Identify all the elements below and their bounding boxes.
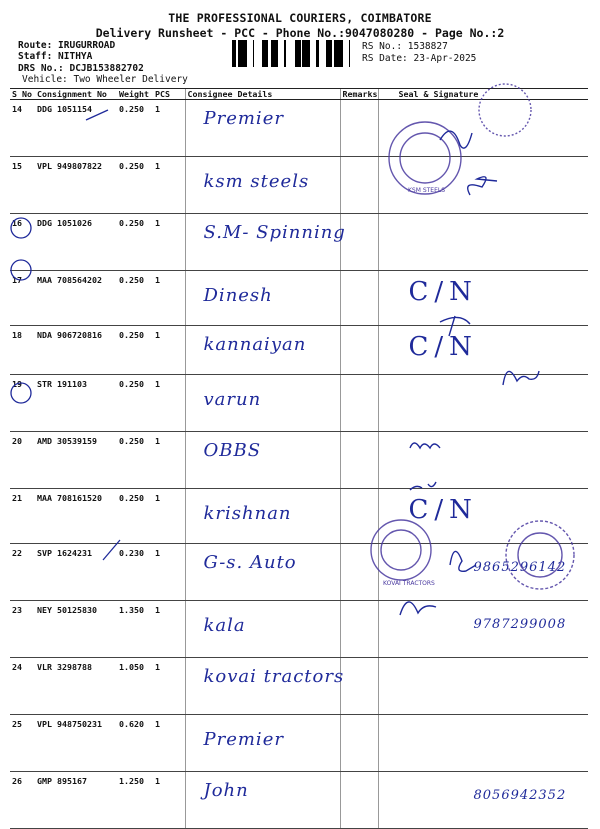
table-row: [10, 432, 588, 489]
table-row: [10, 489, 588, 544]
cell-pcs: [153, 489, 185, 544]
cell-signature: [378, 157, 588, 214]
table-row: [10, 544, 588, 601]
table-row: [10, 601, 588, 658]
cell-remarks: [340, 432, 378, 489]
cell-weight-text: 0.230: [119, 548, 144, 558]
col-consignment: Consignment No: [35, 89, 117, 100]
cell-consignee: [185, 772, 340, 829]
cell-pcs: [153, 544, 185, 601]
cell-remarks: [340, 601, 378, 658]
barcode-bar: [244, 40, 247, 67]
cell-sno-text: 26: [12, 776, 22, 786]
cell-consignee-text: kannaiyan: [203, 334, 307, 355]
cell-weight: [117, 772, 153, 829]
cell-signature-text: 8056942352: [473, 788, 567, 803]
cell-sno-text: 23: [12, 605, 22, 615]
cell-signature-text: C/N: [408, 277, 478, 307]
cell-pcs-text: 1: [155, 493, 160, 503]
cell-signature: [378, 326, 588, 375]
cell-signature: [378, 100, 588, 157]
barcode-bar: [262, 40, 265, 67]
table-row: [10, 772, 588, 829]
cell-consignment-text: AMD 30539159: [37, 436, 97, 446]
barcode-bar: [296, 40, 298, 67]
cell-signature-text: C/N: [408, 332, 478, 362]
cell-pcs: [153, 715, 185, 772]
cell-pcs-text: 1: [155, 436, 160, 446]
cell-sno-text: 22: [12, 548, 22, 558]
cell-consignment-text: GMP 895167: [37, 776, 87, 786]
seal-text: KOVAI TRACTORS: [383, 580, 435, 587]
route-label: Route: IRUGURROAD: [18, 40, 116, 51]
cell-sno: [10, 100, 35, 157]
staff-label: Staff: NITHYA: [18, 51, 93, 62]
cell-consignment-text: VPL 948750231: [37, 719, 102, 729]
rs-date: RS Date: 23-Apr-2025: [362, 53, 477, 64]
cell-remarks: [340, 658, 378, 715]
barcode-bar: [242, 40, 244, 67]
drs-label: DRS No.: DCJB153882702: [18, 63, 144, 74]
cell-consignee-text: Premier: [203, 729, 284, 750]
cell-pcs-text: 1: [155, 719, 160, 729]
cell-pcs-text: 1: [155, 662, 160, 672]
cell-sno-text: 17: [12, 275, 22, 285]
cell-pcs: [153, 100, 185, 157]
barcode-bar: [328, 40, 331, 67]
barcode-bar: [271, 40, 272, 67]
barcode-bar: [302, 40, 304, 67]
cell-pcs: [153, 601, 185, 658]
barcode-bar: [298, 40, 301, 67]
cell-consignee-text: kovai tractors: [203, 666, 345, 687]
cell-consignee-text: Premier: [203, 108, 284, 129]
table-row: [10, 271, 588, 326]
cell-consignee-text: kala: [203, 615, 246, 636]
cell-pcs-text: 1: [155, 548, 160, 558]
col-weight: Weight: [117, 89, 153, 100]
cell-weight-text: 0.620: [119, 719, 144, 729]
cell-weight-text: 0.250: [119, 493, 144, 503]
company-title: THE PROFESSIONAL COURIERS, COIMBATORE: [168, 11, 432, 25]
cell-consignee: [185, 100, 340, 157]
cell-weight-text: 0.250: [119, 330, 144, 340]
barcode-bar: [265, 40, 266, 67]
barcode-bar: [331, 40, 332, 67]
cell-weight-text: 0.250: [119, 275, 144, 285]
cell-sno-text: 18: [12, 330, 22, 340]
table-row: [10, 100, 588, 157]
cell-remarks: [340, 100, 378, 157]
cell-sno-text: 16: [12, 218, 22, 228]
barcode-bar: [307, 40, 308, 67]
cell-consignment: [35, 489, 117, 544]
cell-weight-text: 0.250: [119, 104, 144, 114]
cell-sno: [10, 772, 35, 829]
cell-sno-text: 20: [12, 436, 22, 446]
cell-signature: [378, 715, 588, 772]
vehicle-label: Vehicle: Two Wheeler Delivery: [22, 74, 188, 85]
cell-remarks: [340, 715, 378, 772]
cell-signature: [378, 375, 588, 432]
cell-pcs: [153, 326, 185, 375]
cell-weight-text: 1.350: [119, 605, 144, 615]
cell-consignee: [185, 715, 340, 772]
cell-pcs-text: 1: [155, 776, 160, 786]
cell-consignment: [35, 544, 117, 601]
cell-consignment: [35, 157, 117, 214]
cell-sno: [10, 432, 35, 489]
cell-sno-text: 24: [12, 662, 22, 672]
cell-consignment: [35, 375, 117, 432]
cell-signature: [378, 772, 588, 829]
barcode-bar: [337, 40, 338, 67]
barcode-bar: [338, 40, 340, 67]
cell-consignment-text: DDG 1051154: [37, 104, 92, 114]
cell-sno-text: 15: [12, 161, 22, 171]
cell-consignment-text: MAA 708161520: [37, 493, 102, 503]
barcode-bar: [349, 40, 350, 67]
cell-weight: [117, 601, 153, 658]
cell-sno: [10, 601, 35, 658]
cell-signature: [378, 489, 588, 544]
barcode-bar: [304, 40, 307, 67]
cell-consignee-text: krishnan: [203, 503, 292, 524]
cell-consignee: [185, 544, 340, 601]
cell-sno: [10, 214, 35, 271]
cell-consignment: [35, 715, 117, 772]
barcode-bar: [232, 40, 235, 67]
cell-weight: [117, 157, 153, 214]
cell-consignee: [185, 658, 345, 715]
cell-consignment: [35, 601, 117, 658]
col-seal: Seal & Signature: [378, 89, 588, 100]
cell-pcs: [153, 772, 185, 829]
barcode-bar: [238, 40, 241, 67]
cell-consignee: [185, 271, 340, 326]
cell-remarks: [340, 375, 378, 432]
cell-sno-text: 21: [12, 493, 22, 503]
col-consignee: Consignee Details: [185, 89, 340, 100]
table-row: [10, 375, 588, 432]
cell-weight: [117, 326, 153, 375]
cell-weight: [117, 375, 153, 432]
cell-consignee: [185, 375, 340, 432]
cell-consignee-text: ksm steels: [203, 171, 310, 192]
cell-consignment: [35, 214, 117, 271]
cell-consignee-text: S.M- Spinning: [203, 222, 346, 243]
cell-consignee: [185, 157, 340, 214]
table-row: [10, 157, 588, 214]
cell-sno: [10, 489, 35, 544]
cell-weight: [117, 432, 153, 489]
cell-pcs: [153, 658, 185, 715]
cell-consignment-text: DDG 1051026: [37, 218, 92, 228]
cell-weight: [117, 271, 153, 326]
cell-signature-text: 9787299008: [473, 617, 567, 632]
cell-pcs: [153, 271, 185, 326]
cell-pcs-text: 1: [155, 330, 160, 340]
barcode-bar: [334, 40, 337, 67]
col-pcs: PCS: [153, 89, 185, 100]
cell-consignment: [35, 100, 117, 157]
cell-consignee: [185, 214, 346, 271]
runsheet-subtitle: Delivery Runsheet - PCC - Phone No.:9047080280 - Page No.:2: [95, 26, 505, 40]
barcode-image: [232, 40, 355, 67]
table-row: [10, 658, 588, 715]
cell-remarks: [340, 544, 378, 601]
barcode-bar: [284, 40, 286, 67]
rs-number: RS No.: 1538827: [362, 41, 448, 52]
cell-pcs: [153, 375, 185, 432]
cell-weight-text: 0.250: [119, 218, 144, 228]
cell-consignee-text: John: [203, 780, 249, 801]
cell-signature: [378, 601, 588, 658]
cell-consignment: [35, 658, 117, 715]
cell-consignee: [185, 432, 340, 489]
cell-sno: [10, 658, 35, 715]
cell-weight-text: 0.250: [119, 161, 144, 171]
cell-sno: [10, 157, 35, 214]
table-row: [10, 715, 588, 772]
cell-pcs-text: 1: [155, 104, 160, 114]
cell-consignment-text: VLR 3298788: [37, 662, 92, 672]
barcode-bar: [253, 40, 254, 67]
cell-weight: [117, 214, 153, 271]
cell-pcs-text: 1: [155, 379, 160, 389]
cell-pcs: [153, 214, 185, 271]
table-header-row: [10, 89, 588, 100]
cell-consignee-text: Dinesh: [203, 285, 273, 306]
cell-weight: [117, 715, 153, 772]
runsheet-table: [10, 88, 588, 829]
cell-consignment-text: NEY 50125830: [37, 605, 97, 615]
cell-sno: [10, 271, 35, 326]
barcode-bar: [274, 40, 277, 67]
cell-pcs-text: 1: [155, 218, 160, 228]
cell-pcs-text: 1: [155, 605, 160, 615]
cell-consignee-text: G-s. Auto: [203, 552, 297, 573]
cell-signature: [378, 658, 588, 715]
barcode-bar: [266, 40, 268, 67]
barcode-bar: [272, 40, 274, 67]
cell-consignment: [35, 271, 117, 326]
cell-weight: [117, 544, 153, 601]
cell-remarks: [340, 271, 378, 326]
cell-sno-text: 14: [12, 104, 22, 114]
cell-remarks: [340, 489, 378, 544]
cell-consignment-text: VPL 949807822: [37, 161, 102, 171]
barcode-bar: [326, 40, 328, 67]
seal-text: KSM STEELS: [408, 187, 446, 194]
cell-weight: [117, 100, 153, 157]
cell-signature: [378, 544, 588, 601]
cell-weight-text: 0.250: [119, 436, 144, 446]
cell-signature: [378, 214, 588, 271]
barcode-bar: [241, 40, 242, 67]
cell-signature: [378, 432, 588, 489]
cell-weight-text: 0.250: [119, 379, 144, 389]
cell-consignment-text: NDA 906720816: [37, 330, 102, 340]
cell-remarks: [340, 772, 378, 829]
cell-weight-text: 1.250: [119, 776, 144, 786]
barcode-bar: [295, 40, 296, 67]
cell-consignment: [35, 326, 117, 375]
cell-sno: [10, 544, 35, 601]
cell-consignment-text: MAA 708564202: [37, 275, 102, 285]
cell-consignment-text: STR 191103: [37, 379, 87, 389]
barcode-bar: [308, 40, 310, 67]
cell-consignee-text: OBBS: [203, 440, 262, 461]
barcode-bar: [235, 40, 236, 67]
col-sno: S No: [10, 89, 35, 100]
cell-weight: [117, 658, 153, 715]
cell-signature-text: C/N: [408, 495, 478, 525]
cell-consignment: [35, 772, 117, 829]
cell-sno: [10, 375, 35, 432]
table-row: [10, 326, 588, 375]
cell-sno: [10, 715, 35, 772]
cell-signature-text: 9865296142: [473, 560, 567, 575]
cell-pcs-text: 1: [155, 161, 160, 171]
cell-remarks: [340, 157, 378, 214]
col-remarks: Remarks: [340, 89, 378, 100]
cell-consignment: [35, 432, 117, 489]
cell-pcs: [153, 432, 185, 489]
cell-consignee-text: varun: [203, 389, 262, 410]
cell-consignee: [185, 326, 340, 375]
barcode-bar: [277, 40, 278, 67]
cell-consignee: [185, 601, 340, 658]
cell-sno: [10, 326, 35, 375]
cell-consignee: [185, 489, 340, 544]
cell-remarks: [340, 326, 378, 375]
cell-consignment-text: SVP 1624231: [37, 548, 92, 558]
cell-weight-text: 1.050: [119, 662, 144, 672]
cell-signature: [378, 271, 588, 326]
cell-pcs: [153, 157, 185, 214]
cell-pcs-text: 1: [155, 275, 160, 285]
barcode-bar: [316, 40, 319, 67]
cell-weight: [117, 489, 153, 544]
barcode-bar: [340, 40, 343, 67]
cell-sno-text: 25: [12, 719, 22, 729]
table-row: [10, 214, 588, 271]
cell-sno-text: 19: [12, 379, 22, 389]
